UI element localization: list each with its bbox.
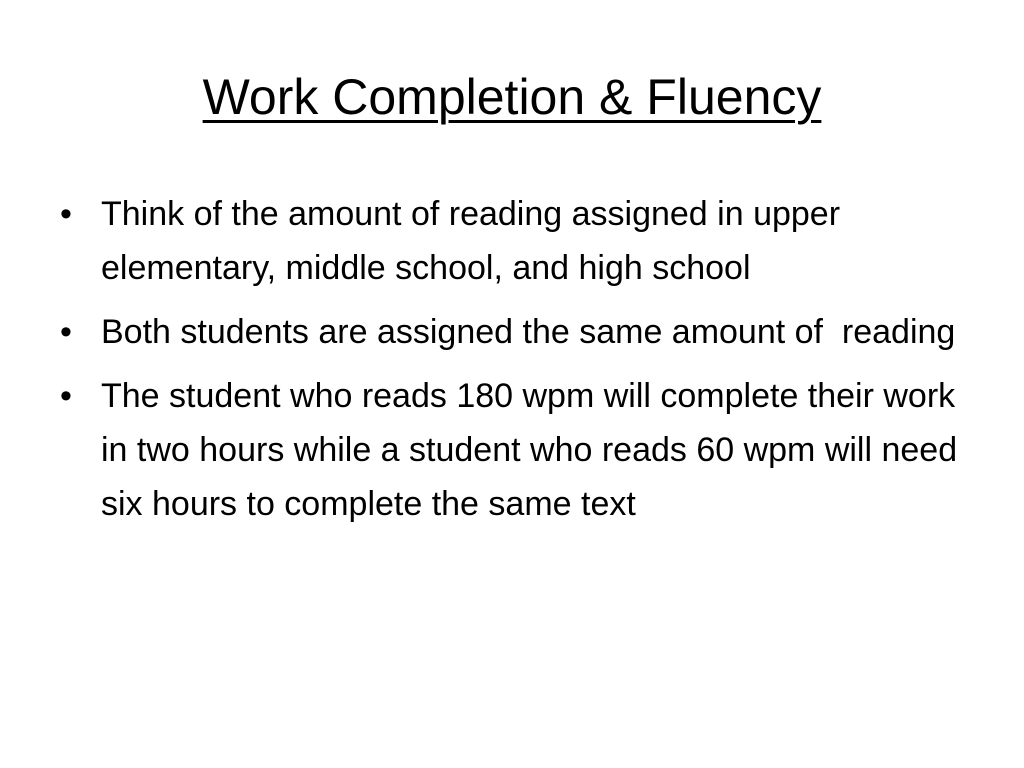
slide-title-text: Work Completion & Fluency [202, 69, 822, 125]
bullet-item [60, 305, 970, 359]
bullet-text: Both students are assigned the same amount of reading [101, 313, 956, 351]
bullet-text: Think of the amount of reading assigned in upper elementary, middle school, and high school [101, 195, 841, 287]
bullet-item [60, 369, 970, 531]
bullet-marker-icon: • [60, 377, 72, 415]
slide-title [0, 62, 1024, 132]
bullet-text: The student who reads 180 wpm will complete their work in two hours while a student who reads 60 wpm will need six hours to complete the same text [101, 377, 958, 523]
bullet-marker-icon: • [60, 195, 72, 233]
bullet-list [60, 187, 970, 541]
bullet-marker-icon: • [60, 313, 72, 351]
bullet-item [60, 187, 970, 295]
